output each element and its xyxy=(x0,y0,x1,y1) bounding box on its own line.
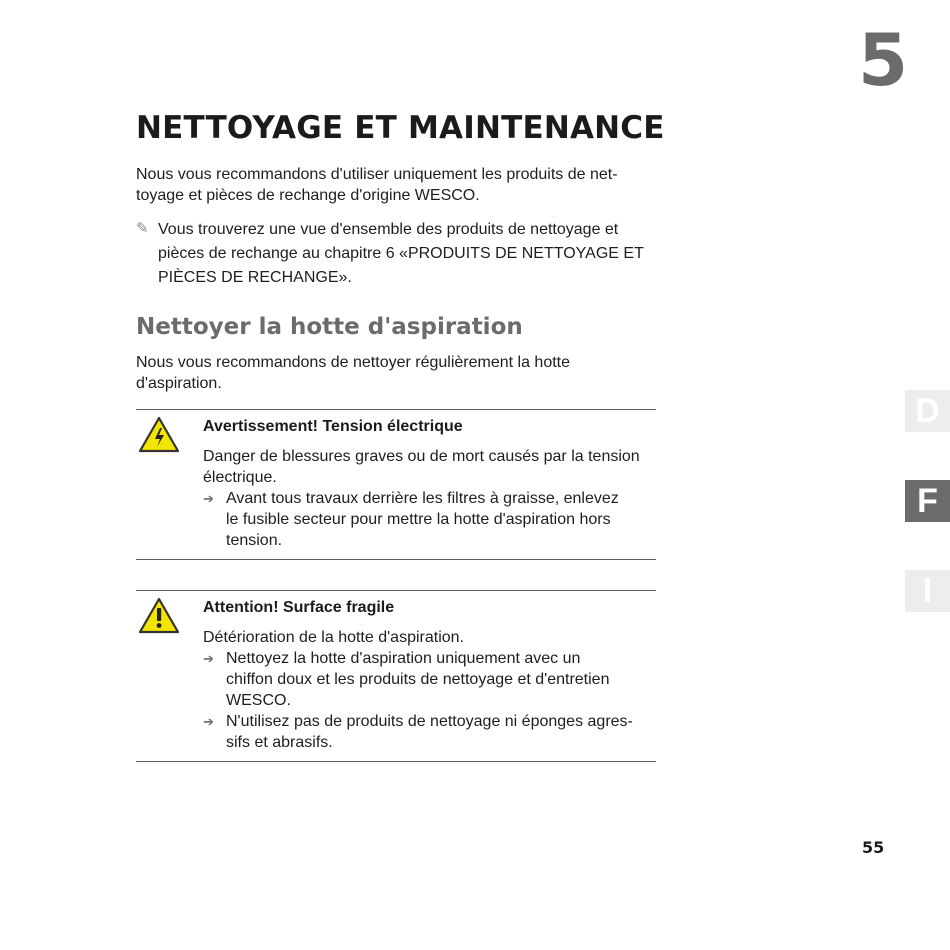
pencil-icon: ✎ xyxy=(136,220,149,237)
step-line: le fusible secteur pour mettre la hotte d'aspiration hors xyxy=(226,511,611,528)
warning-desc-line: électrique. xyxy=(203,469,277,486)
note-line: PIÈCES DE RECHANGE». xyxy=(158,269,352,286)
warning-step xyxy=(203,711,658,753)
step-line: WESCO. xyxy=(226,692,291,709)
chapter-number: 5 xyxy=(858,18,909,102)
language-tab-f[interactable]: F xyxy=(905,480,950,522)
note-line: Vous trouverez une vue d'ensemble des produits de nettoyage et xyxy=(158,221,619,238)
section-heading: Nettoyer la hotte d'aspiration xyxy=(136,314,523,340)
warning-step xyxy=(203,488,658,551)
warning-fragile-surface xyxy=(136,590,656,762)
section-intro-line: Nous vous recommandons de nettoyer régulièrement la hotte xyxy=(136,354,571,371)
language-tab-i[interactable]: I xyxy=(905,570,950,612)
electric-hazard-icon xyxy=(138,416,180,454)
warning-title: Attention! Surface fragile xyxy=(203,599,395,616)
intro-line: toyage et pièces de rechange d'origine WESCO. xyxy=(136,187,480,204)
warning-desc-line: Détérioration de la hotte d'aspiration. xyxy=(203,629,464,646)
language-tab-d[interactable]: D xyxy=(905,390,950,432)
intro-line: Nous vous recommandons d'utiliser uniquement les produits de net- xyxy=(136,166,618,183)
step-line: chiffon doux et les produits de nettoyage et d'entretien xyxy=(226,671,610,688)
warning-desc-line: Danger de blessures graves ou de mort causés par la tension xyxy=(203,448,640,465)
step-line: sifs et abrasifs. xyxy=(226,734,333,751)
intro-paragraph xyxy=(136,164,656,206)
arrow-right-icon: ➔ xyxy=(203,651,214,666)
exclamation-warning-icon xyxy=(138,597,180,635)
arrow-right-icon: ➔ xyxy=(203,491,214,506)
page-number: 55 xyxy=(862,838,885,857)
step-line: Nettoyez la hotte d'aspiration uniquement avec un xyxy=(226,650,581,667)
section-intro-line: d'aspiration. xyxy=(136,375,222,392)
section-intro xyxy=(136,352,656,394)
arrow-right-icon: ➔ xyxy=(203,714,214,729)
warning-electrical xyxy=(136,409,656,560)
warning-title: Avertissement! Tension électrique xyxy=(203,418,463,435)
step-line: Avant tous travaux derrière les filtres à graisse, enlevez xyxy=(226,490,619,507)
step-line: tension. xyxy=(226,532,283,549)
warning-step xyxy=(203,648,658,711)
note-line: pièces de rechange au chapitre 6 «PRODUITS DE NETTOYAGE ET xyxy=(158,245,644,262)
page-title: NETTOYAGE ET MAINTENANCE xyxy=(136,110,665,146)
step-line: N'utilisez pas de produits de nettoyage ni éponges agres- xyxy=(226,713,633,730)
